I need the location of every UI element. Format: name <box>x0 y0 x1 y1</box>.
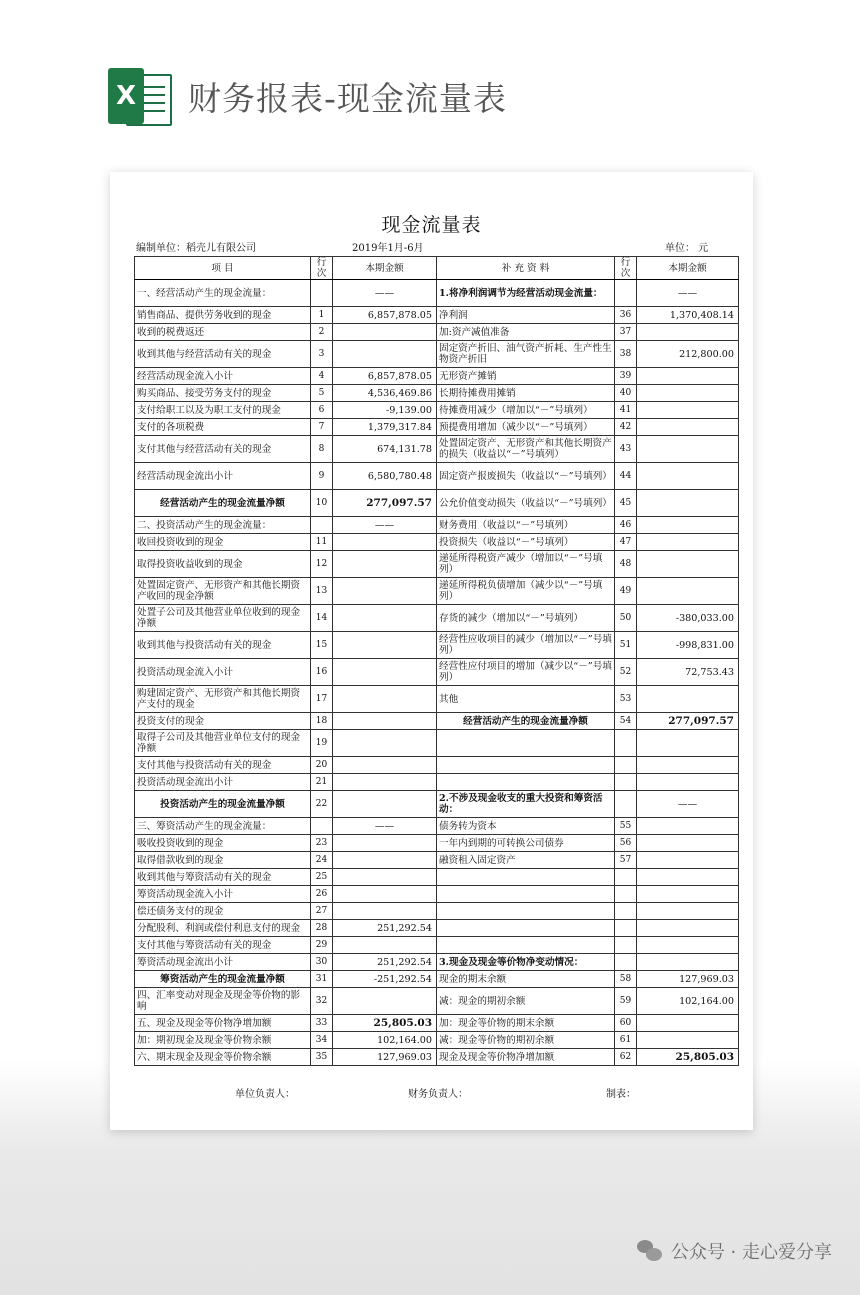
supp-item-cell <box>437 730 615 757</box>
item-cell: 分配股利、利润或偿付利息支付的现金 <box>135 920 311 937</box>
supp-item-cell: 财务费用（收益以“－”号填列） <box>437 517 615 534</box>
supp-amount-cell <box>637 730 739 757</box>
supp-row-no-cell: 56 <box>615 835 637 852</box>
supp-item-cell: 长期待摊费用摊销 <box>437 385 615 402</box>
item-cell: 收到其他与筹资活动有关的现金 <box>135 869 311 886</box>
amount-cell: 127,969.03 <box>333 1049 437 1066</box>
item-cell: 收到其他与经营活动有关的现金 <box>135 341 311 368</box>
item-cell: 筹资活动产生的现金流量净额 <box>135 971 311 988</box>
table-row <box>135 368 739 385</box>
item-cell: 支付给职工以及为职工支付的现金 <box>135 402 311 419</box>
signature-finance-head: 财务负责人： <box>408 1089 468 1100</box>
header-row-no-2: 行次 <box>615 257 637 280</box>
supp-amount-cell <box>637 1032 739 1049</box>
item-cell: 购买商品、接受劳务支付的现金 <box>135 385 311 402</box>
row-no-cell <box>311 517 333 534</box>
item-cell: 二、投资活动产生的现金流量： <box>135 517 311 534</box>
supp-row-no-cell <box>615 920 637 937</box>
amount-cell <box>333 903 437 920</box>
supp-item-cell: 净利润 <box>437 307 615 324</box>
row-no-cell: 23 <box>311 835 333 852</box>
supp-row-no-cell: 49 <box>615 578 637 605</box>
supp-item-cell: 债务转为资本 <box>437 818 615 835</box>
item-cell: 经营活动现金流出小计 <box>135 463 311 490</box>
row-no-cell: 24 <box>311 852 333 869</box>
row-no-cell: 1 <box>311 307 333 324</box>
header-row-no: 行次 <box>311 257 333 280</box>
supp-amount-cell <box>637 757 739 774</box>
row-no-cell: 12 <box>311 551 333 578</box>
table-row <box>135 713 739 730</box>
table-row <box>135 324 739 341</box>
supp-item-cell <box>437 903 615 920</box>
supp-row-no-cell <box>615 937 637 954</box>
row-no-cell: 19 <box>311 730 333 757</box>
table-row <box>135 818 739 835</box>
supp-item-cell: 融资租入固定资产 <box>437 852 615 869</box>
amount-cell <box>333 534 437 551</box>
table-row <box>135 730 739 757</box>
supp-row-no-cell: 48 <box>615 551 637 578</box>
supp-amount-cell <box>637 835 739 852</box>
table-row <box>135 869 739 886</box>
supp-item-cell <box>437 937 615 954</box>
document-title: 现金流量表 <box>381 214 482 236</box>
item-cell: 处置子公司及其他营业单位收到的现金净额 <box>135 605 311 632</box>
supp-item-cell: 固定资产折旧、油气资产折耗、生产性生物资产折旧 <box>437 341 615 368</box>
row-no-cell: 11 <box>311 534 333 551</box>
row-no-cell: 17 <box>311 686 333 713</box>
supp-amount-cell <box>637 517 739 534</box>
supp-row-no-cell: 52 <box>615 659 637 686</box>
period-label: 2019年1月-6月 <box>352 243 424 254</box>
item-cell: 支付其他与经营活动有关的现金 <box>135 436 311 463</box>
table-row <box>135 937 739 954</box>
table-row <box>135 757 739 774</box>
supp-row-no-cell <box>615 791 637 818</box>
item-cell: 收到的税费返还 <box>135 324 311 341</box>
supp-item-cell: 3.现金及现金等价物净变动情况： <box>437 954 615 971</box>
table-row <box>135 517 739 534</box>
header-item: 项 目 <box>135 257 311 280</box>
supp-item-cell <box>437 886 615 903</box>
table-row <box>135 463 739 490</box>
supp-item-cell: 递延所得税负债增加（减少以“－”号填列） <box>437 578 615 605</box>
supp-row-no-cell: 57 <box>615 852 637 869</box>
header-supplementary: 补 充 资 料 <box>437 257 615 280</box>
table-row <box>135 1015 739 1032</box>
supp-row-no-cell: 41 <box>615 402 637 419</box>
table-row <box>135 402 739 419</box>
amount-cell <box>333 835 437 852</box>
supp-item-cell: 存货的减少（增加以“－”号填列） <box>437 605 615 632</box>
supp-row-no-cell: 54 <box>615 713 637 730</box>
row-no-cell: 27 <box>311 903 333 920</box>
amount-cell <box>333 713 437 730</box>
item-cell: 吸收投资收到的现金 <box>135 835 311 852</box>
amount-cell <box>333 324 437 341</box>
supp-row-no-cell: 36 <box>615 307 637 324</box>
amount-cell <box>333 551 437 578</box>
item-cell: 处置固定资产、无形资产和其他长期资产收回的现金净额 <box>135 578 311 605</box>
supp-row-no-cell: 42 <box>615 419 637 436</box>
supp-amount-cell <box>637 954 739 971</box>
supp-row-no-cell <box>615 954 637 971</box>
supp-item-cell: 递延所得税资产减少（增加以“－”号填列） <box>437 551 615 578</box>
supp-item-cell <box>437 920 615 937</box>
item-cell: 筹资活动现金流入小计 <box>135 886 311 903</box>
row-no-cell: 10 <box>311 490 333 517</box>
amount-cell <box>333 937 437 954</box>
cash-flow-table <box>134 256 739 1066</box>
supp-amount-cell <box>637 920 739 937</box>
table-row <box>135 632 739 659</box>
table-row <box>135 1032 739 1049</box>
supp-row-no-cell: 59 <box>615 988 637 1015</box>
row-no-cell: 21 <box>311 774 333 791</box>
amount-cell <box>333 659 437 686</box>
row-no-cell: 5 <box>311 385 333 402</box>
supp-amount-cell <box>637 869 739 886</box>
item-cell: 加：期初现金及现金等价物余额 <box>135 1032 311 1049</box>
amount-cell <box>333 686 437 713</box>
signature-preparer: 制表： <box>606 1089 636 1100</box>
company-label: 编制单位：稻壳儿有限公司 <box>136 243 256 254</box>
supp-amount-cell <box>637 686 739 713</box>
amount-cell <box>333 632 437 659</box>
supp-amount-cell <box>637 886 739 903</box>
row-no-cell: 16 <box>311 659 333 686</box>
row-no-cell: 26 <box>311 886 333 903</box>
amount-cell <box>333 869 437 886</box>
amount-cell: 102,164.00 <box>333 1032 437 1049</box>
unit-label: 单位： 元 <box>665 243 709 254</box>
item-cell: 取得借款收到的现金 <box>135 852 311 869</box>
row-no-cell: 30 <box>311 954 333 971</box>
row-no-cell: 28 <box>311 920 333 937</box>
supp-amount-cell <box>637 852 739 869</box>
supp-row-no-cell: 60 <box>615 1015 637 1032</box>
amount-cell: -251,292.54 <box>333 971 437 988</box>
supp-row-no-cell: 55 <box>615 818 637 835</box>
amount-cell: 6,857,878.05 <box>333 368 437 385</box>
supp-amount-cell <box>637 463 739 490</box>
row-no-cell <box>311 280 333 307</box>
excel-icon: X <box>108 68 170 124</box>
table-row <box>135 920 739 937</box>
table-row <box>135 971 739 988</box>
table-row <box>135 307 739 324</box>
supp-amount-cell <box>637 937 739 954</box>
supp-amount-cell: 127,969.03 <box>637 971 739 988</box>
supp-row-no-cell <box>615 280 637 307</box>
supp-row-no-cell <box>615 774 637 791</box>
table-row <box>135 605 739 632</box>
table-row <box>135 490 739 517</box>
supp-item-cell: 现金的期末余额 <box>437 971 615 988</box>
table-row <box>135 852 739 869</box>
item-cell: 支付其他与筹资活动有关的现金 <box>135 937 311 954</box>
row-no-cell: 9 <box>311 463 333 490</box>
item-cell: 投资活动现金流出小计 <box>135 774 311 791</box>
amount-cell <box>333 341 437 368</box>
row-no-cell: 33 <box>311 1015 333 1032</box>
amount-cell <box>333 852 437 869</box>
amount-cell <box>333 605 437 632</box>
row-no-cell: 8 <box>311 436 333 463</box>
supp-item-cell: 待摊费用减少（增加以“－”号填列） <box>437 402 615 419</box>
amount-cell: 4,536,469.86 <box>333 385 437 402</box>
item-cell: 三、筹资活动产生的现金流量： <box>135 818 311 835</box>
supp-item-cell: 经营性应付项目的增加（减少以“－”号填列） <box>437 659 615 686</box>
row-no-cell: 31 <box>311 971 333 988</box>
item-cell: 经营活动现金流入小计 <box>135 368 311 385</box>
header-amount: 本期金额 <box>333 257 437 280</box>
table-row <box>135 534 739 551</box>
supp-row-no-cell: 39 <box>615 368 637 385</box>
supp-row-no-cell <box>615 730 637 757</box>
table-row <box>135 903 739 920</box>
row-no-cell: 29 <box>311 937 333 954</box>
item-cell: 筹资活动现金流出小计 <box>135 954 311 971</box>
item-cell: 偿还债务支付的现金 <box>135 903 311 920</box>
supp-row-no-cell <box>615 757 637 774</box>
supp-amount-cell <box>637 551 739 578</box>
row-no-cell: 22 <box>311 791 333 818</box>
supp-amount-cell: 1,370,408.14 <box>637 307 739 324</box>
supp-item-cell: 经营活动产生的现金流量净额 <box>437 713 615 730</box>
supp-item-cell: 预提费用增加（减少以“－”号填列） <box>437 419 615 436</box>
supp-amount-cell: -998,831.00 <box>637 632 739 659</box>
supp-row-no-cell: 47 <box>615 534 637 551</box>
supp-amount-cell <box>637 402 739 419</box>
header-amount-2: 本期金额 <box>637 257 739 280</box>
supp-row-no-cell: 43 <box>615 436 637 463</box>
supp-amount-cell: —— <box>637 280 739 307</box>
item-cell: 收回投资收到的现金 <box>135 534 311 551</box>
row-no-cell: 3 <box>311 341 333 368</box>
item-cell: 投资活动现金流入小计 <box>135 659 311 686</box>
amount-cell <box>333 578 437 605</box>
table-row <box>135 436 739 463</box>
item-cell: 销售商品、提供劳务收到的现金 <box>135 307 311 324</box>
banner <box>108 60 507 132</box>
supp-amount-cell <box>637 490 739 517</box>
table-row <box>135 791 739 818</box>
amount-cell: 674,131.78 <box>333 436 437 463</box>
supp-item-cell: 投资损失（收益以“－”号填列） <box>437 534 615 551</box>
table-row <box>135 954 739 971</box>
row-no-cell: 4 <box>311 368 333 385</box>
supp-amount-cell: 212,800.00 <box>637 341 739 368</box>
supp-amount-cell: 72,753.43 <box>637 659 739 686</box>
item-cell: 五、现金及现金等价物净增加额 <box>135 1015 311 1032</box>
table-row <box>135 341 739 368</box>
amount-cell: —— <box>333 280 437 307</box>
table-row <box>135 1049 739 1066</box>
row-no-cell: 6 <box>311 402 333 419</box>
supp-amount-cell: -380,033.00 <box>637 605 739 632</box>
supp-item-cell: 无形资产摊销 <box>437 368 615 385</box>
row-no-cell: 7 <box>311 419 333 436</box>
amount-cell: —— <box>333 517 437 534</box>
supp-row-no-cell: 53 <box>615 686 637 713</box>
supp-item-cell: 减：现金等价物的期初余额 <box>437 1032 615 1049</box>
document-page <box>110 172 753 1130</box>
table-row <box>135 774 739 791</box>
row-no-cell: 25 <box>311 869 333 886</box>
supp-amount-cell: —— <box>637 791 739 818</box>
table-header <box>135 257 739 280</box>
item-cell: 经营活动产生的现金流量净额 <box>135 490 311 517</box>
supp-amount-cell <box>637 534 739 551</box>
supp-item-cell <box>437 869 615 886</box>
table-row <box>135 659 739 686</box>
row-no-cell: 2 <box>311 324 333 341</box>
supp-row-no-cell <box>615 886 637 903</box>
supp-amount-cell <box>637 324 739 341</box>
supp-row-no-cell: 61 <box>615 1032 637 1049</box>
supp-item-cell: 一年内到期的可转换公司债券 <box>437 835 615 852</box>
row-no-cell: 18 <box>311 713 333 730</box>
supp-item-cell: 固定资产报废损失（收益以“－”号填列） <box>437 463 615 490</box>
supp-row-no-cell: 62 <box>615 1049 637 1066</box>
row-no-cell: 15 <box>311 632 333 659</box>
table-row <box>135 578 739 605</box>
supp-item-cell: 其他 <box>437 686 615 713</box>
supp-amount-cell <box>637 578 739 605</box>
row-no-cell: 32 <box>311 988 333 1015</box>
supp-item-cell: 处置固定资产、无形资产和其他长期资产的损失（收益以“－”号填列） <box>437 436 615 463</box>
item-cell: 取得投资收益收到的现金 <box>135 551 311 578</box>
item-cell: 支付其他与投资活动有关的现金 <box>135 757 311 774</box>
supp-item-cell <box>437 757 615 774</box>
supp-row-no-cell: 51 <box>615 632 637 659</box>
supp-row-no-cell: 37 <box>615 324 637 341</box>
supp-amount-cell <box>637 385 739 402</box>
row-no-cell: 34 <box>311 1032 333 1049</box>
item-cell: 支付的各项税费 <box>135 419 311 436</box>
watermark-text: 公众号 · 走心爱分享 <box>670 1242 832 1263</box>
amount-cell: 6,580,780.48 <box>333 463 437 490</box>
supp-row-no-cell: 45 <box>615 490 637 517</box>
row-no-cell: 13 <box>311 578 333 605</box>
amount-cell: —— <box>333 818 437 835</box>
amount-cell <box>333 886 437 903</box>
supp-amount-cell <box>637 818 739 835</box>
supp-amount-cell <box>637 903 739 920</box>
supp-amount-cell: 25,805.03 <box>637 1049 739 1066</box>
item-cell: 投资支付的现金 <box>135 713 311 730</box>
table-row <box>135 280 739 307</box>
supp-amount-cell: 277,097.57 <box>637 713 739 730</box>
supp-item-cell: 加：现金等价物的期末余额 <box>437 1015 615 1032</box>
amount-cell <box>333 774 437 791</box>
amount-cell: 251,292.54 <box>333 920 437 937</box>
wechat-icon <box>637 1240 663 1262</box>
banner-title: 财务报表-现金流量表 <box>188 78 507 118</box>
item-cell: 投资活动产生的现金流量净额 <box>135 791 311 818</box>
table-row <box>135 686 739 713</box>
supp-row-no-cell: 58 <box>615 971 637 988</box>
supp-item-cell: 减：现金的期初余额 <box>437 988 615 1015</box>
item-cell: 一、经营活动产生的现金流量： <box>135 280 311 307</box>
supp-row-no-cell: 46 <box>615 517 637 534</box>
supp-amount-cell <box>637 436 739 463</box>
supp-amount-cell <box>637 419 739 436</box>
table-row <box>135 551 739 578</box>
supp-amount-cell <box>637 774 739 791</box>
supp-row-no-cell: 50 <box>615 605 637 632</box>
table-row <box>135 835 739 852</box>
item-cell: 取得子公司及其他营业单位支付的现金净额 <box>135 730 311 757</box>
supp-row-no-cell: 44 <box>615 463 637 490</box>
supp-row-no-cell: 38 <box>615 341 637 368</box>
supp-item-cell: 加:资产减值准备 <box>437 324 615 341</box>
amount-cell: 251,292.54 <box>333 954 437 971</box>
row-no-cell: 35 <box>311 1049 333 1066</box>
signature-unit-head: 单位负责人： <box>235 1089 295 1100</box>
supp-item-cell: 2.不涉及现金收支的重大投资和筹资活动： <box>437 791 615 818</box>
supp-row-no-cell: 40 <box>615 385 637 402</box>
amount-cell <box>333 730 437 757</box>
amount-cell <box>333 791 437 818</box>
table-row <box>135 886 739 903</box>
item-cell: 收到其他与投资活动有关的现金 <box>135 632 311 659</box>
item-cell: 四、汇率变动对现金及现金等价物的影响 <box>135 988 311 1015</box>
amount-cell <box>333 757 437 774</box>
supp-item-cell: 公允价值变动损失（收益以“－”号填列） <box>437 490 615 517</box>
supp-row-no-cell <box>615 869 637 886</box>
supp-item-cell: 现金及现金等价物净增加额 <box>437 1049 615 1066</box>
table-row <box>135 419 739 436</box>
table-row <box>135 988 739 1015</box>
item-cell: 购建固定资产、无形资产和其他长期资产支付的现金 <box>135 686 311 713</box>
amount-cell: 1,379,317.84 <box>333 419 437 436</box>
amount-cell <box>333 988 437 1015</box>
supp-item-cell <box>437 774 615 791</box>
supp-item-cell: 经营性应收项目的减少（增加以“－”号填列） <box>437 632 615 659</box>
row-no-cell: 14 <box>311 605 333 632</box>
supp-item-cell: 1.将净利润调节为经营活动现金流量： <box>437 280 615 307</box>
supp-row-no-cell <box>615 903 637 920</box>
amount-cell: 25,805.03 <box>333 1015 437 1032</box>
row-no-cell: 20 <box>311 757 333 774</box>
supp-amount-cell: 102,164.00 <box>637 988 739 1015</box>
table-row <box>135 385 739 402</box>
item-cell: 六、期末现金及现金等价物余额 <box>135 1049 311 1066</box>
supp-amount-cell <box>637 368 739 385</box>
amount-cell: 6,857,878.05 <box>333 307 437 324</box>
row-no-cell <box>311 818 333 835</box>
watermark <box>637 1238 832 1264</box>
amount-cell: 277,097.57 <box>333 490 437 517</box>
amount-cell: -9,139.00 <box>333 402 437 419</box>
supp-amount-cell <box>637 1015 739 1032</box>
